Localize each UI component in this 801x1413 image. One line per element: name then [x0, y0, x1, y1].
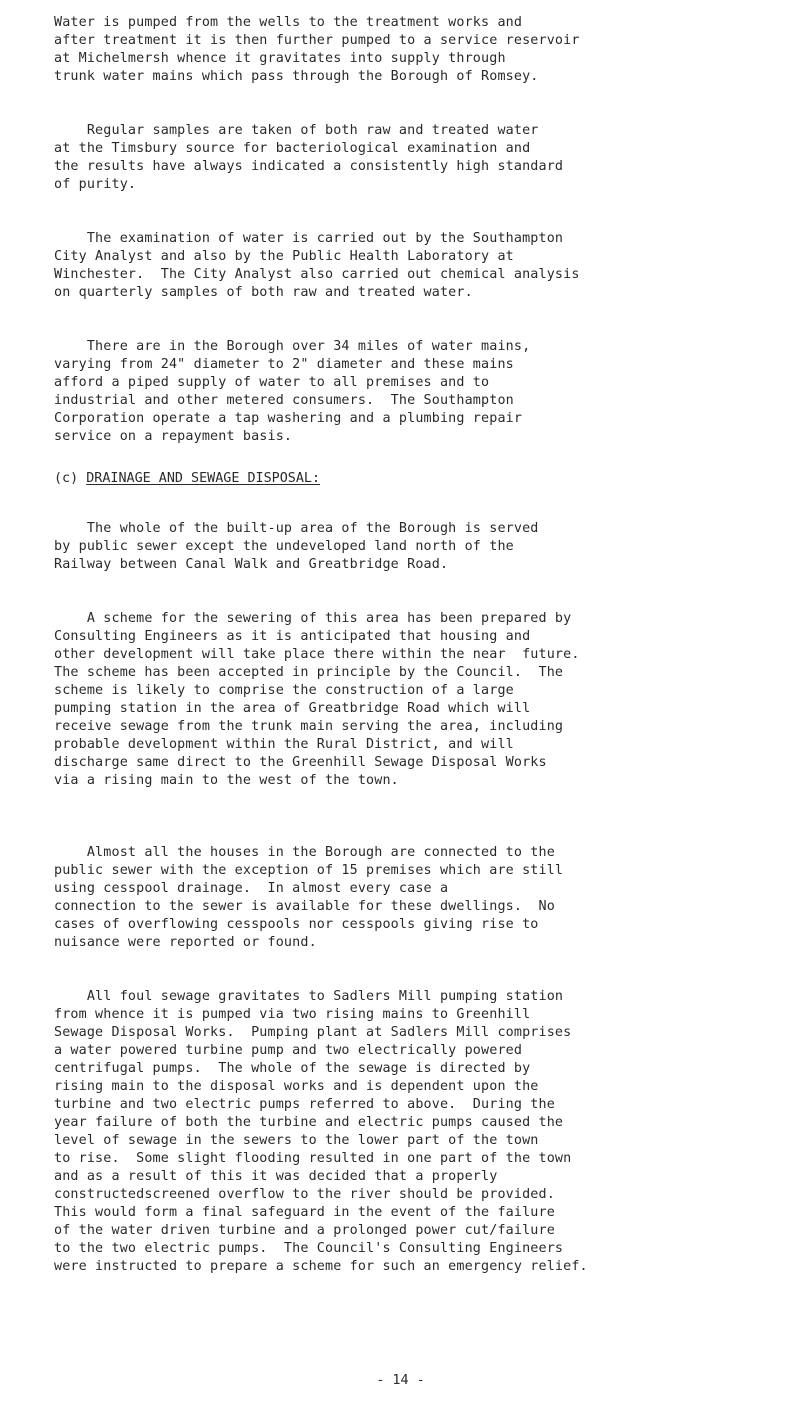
paragraph-sampling: [54, 122, 794, 194]
text-line: Winchester. The City Analyst also carried out chemical analysis: [54, 267, 580, 282]
text-line: nuisance were reported or found.: [54, 935, 317, 950]
text-line: probable development within the Rural District, and will: [54, 737, 514, 752]
text-line: This would form a final safeguard in the event of the failure: [54, 1205, 555, 1220]
text-line: A scheme for the sewering of this area has been prepared by: [54, 611, 572, 626]
text-line: Consulting Engineers as it is anticipated that housing and: [54, 629, 531, 644]
paragraph-analysis: [54, 230, 794, 302]
text-line: trunk water mains which pass through the Borough of Romsey.: [54, 69, 539, 84]
text-line: All foul sewage gravitates to Sadlers Mill pumping station: [54, 989, 564, 1004]
paragraph-water-mains: [54, 338, 794, 446]
text-line: year failure of both the turbine and electric pumps caused the: [54, 1115, 564, 1130]
text-line: were instructed to prepare a scheme for such an emergency relief.: [54, 1259, 588, 1274]
text-line: pumping station in the area of Greatbridge Road which will: [54, 701, 531, 716]
text-line: at Michelmersh whence it gravitates into supply through: [54, 51, 506, 66]
text-line: after treatment it is then further pumped to a service reservoir: [54, 33, 580, 48]
paragraph-water-supply: [54, 14, 794, 86]
text-line: industrial and other metered consumers. The Southampton: [54, 393, 514, 408]
text-line: by public sewer except the undeveloped land north of the: [54, 539, 514, 554]
section-number: (c): [54, 471, 79, 486]
text-line: rising main to the disposal works and is dependent upon the: [54, 1079, 539, 1094]
text-line: The whole of the built-up area of the Borough is served: [54, 521, 539, 536]
text-line: cases of overflowing cesspools nor cesspools giving rise to: [54, 917, 539, 932]
text-line: to the two electric pumps. The Council's Consulting Engineers: [54, 1241, 564, 1256]
text-line: The examination of water is carried out by the Southampton: [54, 231, 564, 246]
text-line: service on a repayment basis.: [54, 429, 293, 444]
text-line: Regular samples are taken of both raw and treated water: [54, 123, 539, 138]
text-line: and as a result of this it was decided that a properly: [54, 1169, 498, 1184]
text-line: level of sewage in the sewers to the lower part of the town: [54, 1133, 539, 1148]
section-title: DRAINAGE AND SEWAGE DISPOSAL:: [86, 471, 321, 486]
text-line: turbine and two electric pumps referred to above. During the: [54, 1097, 555, 1112]
text-line: of purity.: [54, 177, 137, 192]
text-line: scheme is likely to comprise the construction of a large: [54, 683, 514, 698]
text-line: of the water driven turbine and a prolonged power cut/failure: [54, 1223, 555, 1238]
text-line: Corporation operate a tap washering and a plumbing repair: [54, 411, 523, 426]
text-line: centrifugal pumps. The whole of the sewage is directed by: [54, 1061, 531, 1076]
text-line: constructedscreened overflow to the river should be provided.: [54, 1187, 555, 1202]
text-line: public sewer with the exception of 15 premises which are still: [54, 863, 564, 878]
text-line: Almost all the houses in the Borough are connected to the: [54, 845, 555, 860]
text-line: a water powered turbine pump and two electrically powered: [54, 1043, 523, 1058]
paragraph-public-sewer: [54, 520, 794, 574]
text-line: discharge same direct to the Greenhill Sewage Disposal Works: [54, 755, 547, 770]
text-line: using cesspool drainage. In almost every case a: [54, 881, 449, 896]
paragraph-house-connections: [54, 844, 794, 952]
text-line: connection to the sewer is available for these dwellings. No: [54, 899, 555, 914]
text-line: the results have always indicated a consistently high standard: [54, 159, 564, 174]
text-line: varying from 24" diameter to 2" diameter and these mains: [54, 357, 514, 372]
text-line: via a rising main to the west of the town.: [54, 773, 399, 788]
text-line: The scheme has been accepted in principle by the Council. The: [54, 665, 564, 680]
text-line: from whence it is pumped via two rising mains to Greenhill: [54, 1007, 531, 1022]
text-line: receive sewage from the trunk main serving the area, including: [54, 719, 564, 734]
paragraph-sewering-scheme: [54, 610, 794, 790]
text-line: on quarterly samples of both raw and treated water.: [54, 285, 473, 300]
text-line: to rise. Some slight flooding resulted in one part of the town: [54, 1151, 572, 1166]
section-heading: [54, 470, 320, 488]
paragraph-foul-sewage: [54, 988, 794, 1276]
text-line: Water is pumped from the wells to the treatment works and: [54, 15, 523, 30]
text-line: City Analyst and also by the Public Health Laboratory at: [54, 249, 514, 264]
text-line: at the Timsbury source for bacteriological examination and: [54, 141, 531, 156]
page-number: - 14 -: [376, 1373, 425, 1388]
text-line: Railway between Canal Walk and Greatbridge Road.: [54, 557, 449, 572]
text-line: There are in the Borough over 34 miles of water mains,: [54, 339, 531, 354]
text-line: afford a piped supply of water to all premises and to: [54, 375, 490, 390]
text-line: Sewage Disposal Works. Pumping plant at Sadlers Mill comprises: [54, 1025, 572, 1040]
text-line: other development will take place there within the near future.: [54, 647, 580, 662]
